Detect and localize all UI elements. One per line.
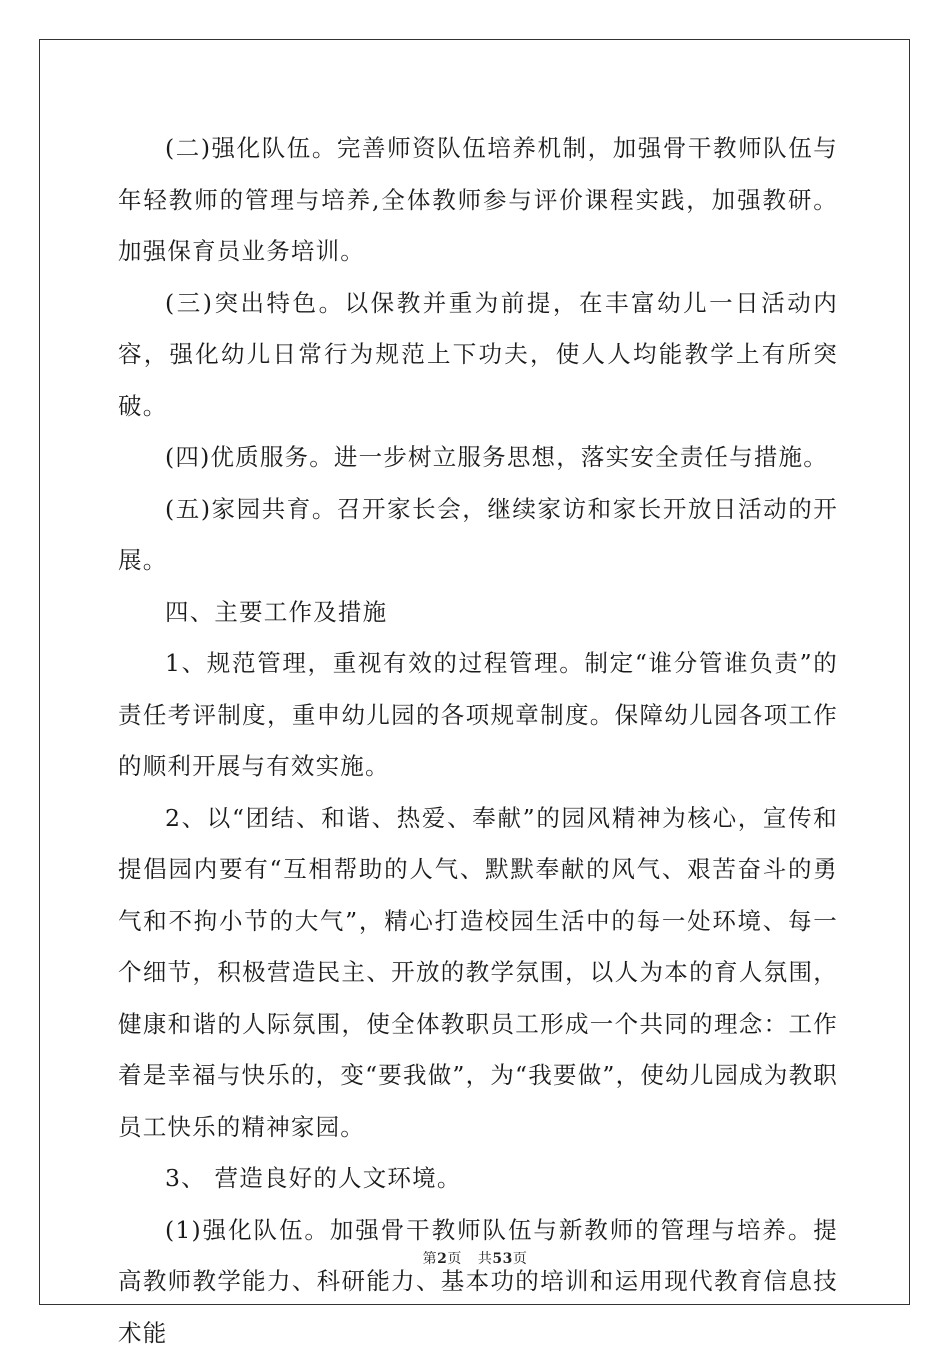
section-heading-main-work: 四、主要工作及措施 — [118, 587, 838, 639]
document-body — [118, 123, 838, 1359]
footer-page-number: 2 — [437, 1251, 447, 1267]
paragraph-humanistic-environment: 3、 营造良好的人文环境。 — [118, 1153, 838, 1205]
paragraph-home-school: (五)家园共育。召开家长会，继续家访和家长开放日活动的开展。 — [118, 484, 838, 587]
paragraph-garden-spirit: 2、以“团结、和谐、热爱、奉献”的园风精神为核心，宣传和提倡园内要有“互相帮助的人气、默默奉献的风气、艰苦奋斗的勇气和不拘小节的大气”，精心打造校园生活中的每一处环境、每一个细节，积极营造民主、开放的教学氛围，以人为本的育人氛围，健康和谐的人际氛围，使全体教职员工形成一个共同的理念：工作着是幸福与快乐的，变“要我做”，为“我要做”，使幼儿园成为教职员工快乐的精神家园。 — [118, 793, 838, 1154]
footer-page-prefix: 第 — [423, 1251, 438, 1267]
footer-total-prefix: 共 — [478, 1251, 493, 1267]
footer-total-pages: 53 — [492, 1251, 512, 1267]
footer-page-suffix: 页 — [447, 1251, 462, 1267]
paragraph-quality-service: (四)优质服务。进一步树立服务思想，落实安全责任与措施。 — [118, 432, 838, 484]
paragraph-highlight-features: (三)突出特色。以保教并重为前提，在丰富幼儿一日活动内容，强化幼儿日常行为规范上下功夫，使人人均能教学上有所突破。 — [118, 278, 838, 433]
paragraph-standard-management: 1、规范管理，重视有效的过程管理。制定“谁分管谁负责”的责任考评制度，重申幼儿园的各项规章制度。保障幼儿园各项工作的顺利开展与有效实施。 — [118, 638, 838, 793]
page-footer — [0, 1248, 950, 1268]
footer-total-suffix: 页 — [513, 1251, 528, 1267]
paragraph-strengthen-team: (二)强化队伍。完善师资队伍培养机制，加强骨干教师队伍与年轻教师的管理与培养,全体教师参与评价课程实践，加强教研。加强保育员业务培训。 — [118, 123, 838, 278]
paragraph-team-training: (1)强化队伍。加强骨干教师队伍与新教师的管理与培养。提高教师教学能力、科研能力、基本功的培训和运用现代教育信息技术能 — [118, 1205, 838, 1359]
